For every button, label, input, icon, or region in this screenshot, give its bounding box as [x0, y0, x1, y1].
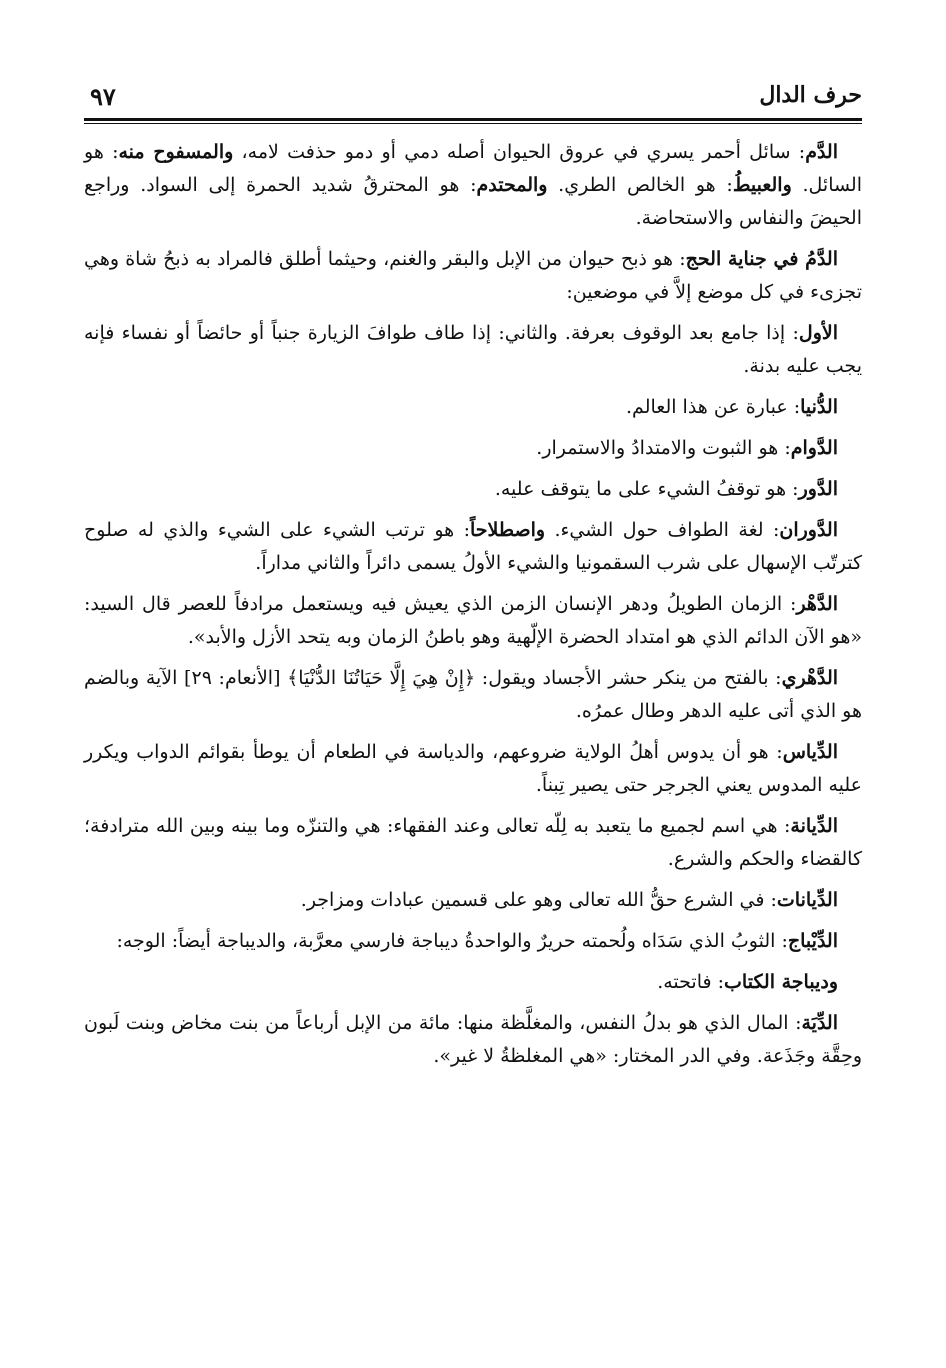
entry-definition: : هو الخالص الطري. [547, 174, 733, 196]
dictionary-entry [84, 588, 862, 654]
entry-term: الدِّياس [782, 741, 838, 763]
dictionary-entry [84, 317, 862, 383]
entry-term: الدَّمُ في جناية الحج [685, 248, 838, 270]
dictionary-entry [84, 736, 862, 802]
entry-definition: : إذا جامع بعد الوقوف بعرفة. والثاني: إذا طاف طوافَ الزيارة جنباً أو حائضاً أو نفساء فإنه يجب عليه بدنة. [84, 322, 862, 377]
entry-definition: : هي اسم لجميع ما يتعبد به لِلّه تعالى وعند الفقهاء: هي والتنزّه وما بينه وبين الله مترادفة؛ كالقضاء والحكم والشرع. [84, 815, 862, 870]
header-rule-thin [84, 123, 862, 124]
entry-term: الدِّيانات [776, 889, 838, 911]
entry-subterm: والمسفوح منه [118, 141, 234, 163]
dictionary-entry [84, 514, 862, 580]
dictionary-entry [84, 925, 862, 958]
entry-term: الدَّهْر [796, 593, 838, 615]
entry-term: الدَّوران [779, 519, 838, 541]
dictionary-entry [84, 662, 862, 728]
entry-definition: : هو ترتب الشيء على الشيء والذي له صلوح كترتّب الإسهال على شرب السقمونيا والشيء الأولُ يسمى دائراً والثاني مداراً. [84, 519, 862, 574]
entry-definition: : هو المحترقُ شديد الحمرة إلى السواد. وراجع الحيضَ والنفاس والاستحاضة. [84, 174, 862, 229]
dictionary-entry [84, 432, 862, 465]
chapter-title: حرف الدال [759, 82, 862, 108]
entry-term: الدِّيْباج [787, 930, 838, 952]
entry-term: وديباجة الكتاب [724, 971, 838, 993]
dictionary-entries [84, 136, 862, 1073]
entry-term: الدِّيَة [801, 1012, 838, 1034]
entry-definition: : عبارة عن هذا العالم. [626, 396, 801, 418]
entry-definition: : الثوبُ الذي سَدَاه ولُحمته حريرٌ والواحدةُ ديباجة فارسي معرَّبة، والديباجة أيضاً: الوجه: [116, 930, 788, 952]
entry-definition: : لغة الطواف حول الشيء. [545, 519, 780, 541]
entry-definition: : في الشرع حقُّ الله تعالى وهو على قسمين عبادات ومزاجر. [300, 889, 777, 911]
entry-definition: : فاتحته. [657, 971, 725, 993]
entry-definition: : هو السائل. [84, 141, 862, 196]
entry-subterm: والعبيطُ [732, 174, 792, 196]
entry-term: الدِّيانة [790, 815, 838, 837]
entry-definition: : الزمان الطويلُ ودهر الإنسان الزمن الذي يعيش فيه ويستعمل مرادفاً للعصر قال السيد: «هو الآن الدائم الذي هو امتداد الحضرة الإلّهية وهو باطنُ الزمان وبه يتحد الأزل والأبد». [84, 593, 862, 648]
page-header [84, 78, 862, 116]
entry-definition: : هو توقفُ الشيء على ما يتوقف عليه. [494, 478, 799, 500]
entry-subterm: واصطلاحاً [469, 519, 546, 541]
entry-term: الدُّنيا [800, 396, 838, 418]
dictionary-entry [84, 884, 862, 917]
dictionary-entry [84, 966, 862, 999]
dictionary-entry [84, 1007, 862, 1073]
entry-subterm: والمحتدم [476, 174, 548, 196]
entry-definition: : المال الذي هو بدلُ النفس، والمغلَّظة منها: مائة من الإبل أرباعاً من بنت مخاض وبنت لَبون وحِقَّة وجَذَعة. وفي الدر المختار: «هي المغلظةُ لا غير». [84, 1012, 862, 1067]
dictionary-entry [84, 136, 862, 235]
entry-definition: : هو ذبح حيوان من الإبل والبقر والغنم، وحيثما أطلق فالمراد به ذبحُ شاة وهي تجزىء في كل موضع إلاَّ في موضعين: [84, 248, 862, 303]
dictionary-entry [84, 243, 862, 309]
entry-definition: : هو أن يدوس أهلُ الولاية ضروعهم، والدياسة في الطعام أن يوطأ بقوائم الدواب ويكرر عليه المدوس يعني الجرجر حتى يصير تِبناً. [84, 741, 862, 796]
header-rule-thick [84, 118, 862, 121]
entry-definition: : بالفتح من ينكر حشر الأجساد ويقول: ﴿إِنْ هِيَ إِلَّا حَيَاتُنَا الدُّنْيَا﴾ [الأنعام: ٢٩] الآية وبالضم هو الذي أتى عليه الدهر وطال عمرُه. [84, 667, 862, 722]
entry-definition: : هو الثبوت والامتدادُ والاستمرار. [536, 437, 791, 459]
entry-term: الأول [798, 322, 838, 344]
dictionary-entry [84, 810, 862, 876]
page-number: ٩٧ [90, 82, 116, 111]
dictionary-entry [84, 391, 862, 424]
entry-term: الدَّهْري [781, 667, 839, 689]
entry-term: الدَّور [798, 478, 838, 500]
entry-definition: : سائل أحمر يسري في عروق الحيوان أصله دمي أو دمو حذفت لامه، [233, 141, 806, 163]
book-page [84, 78, 862, 1328]
entry-term: الدَّوام [790, 437, 838, 459]
entry-term: الدَّم [805, 141, 838, 163]
dictionary-entry [84, 473, 862, 506]
